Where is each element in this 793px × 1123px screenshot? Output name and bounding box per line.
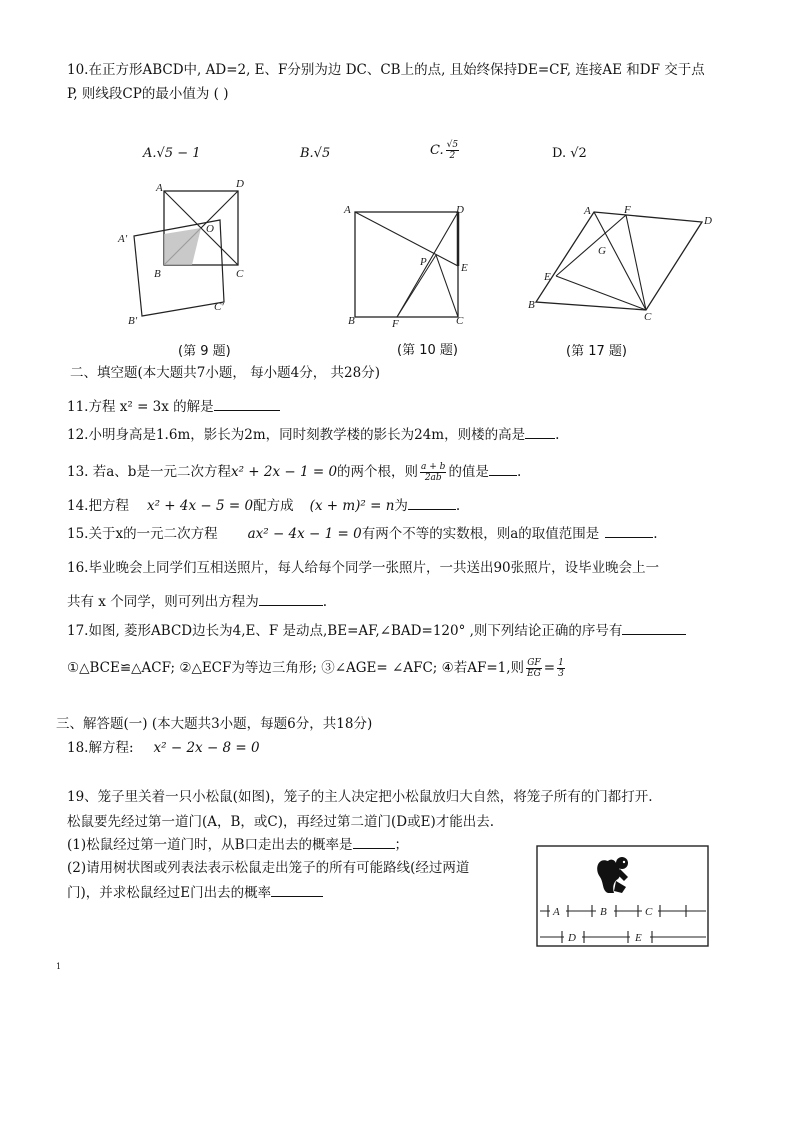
q16-line2: 共有 x 个同学，则可列出方程为 bbox=[67, 594, 259, 610]
q19-line3-wrap bbox=[67, 836, 408, 853]
q16-answer-blank bbox=[259, 593, 323, 606]
cage-door-c: C bbox=[645, 906, 653, 918]
q13-answer-blank bbox=[489, 463, 517, 476]
fig9-label-b-prime: B′ bbox=[128, 315, 138, 327]
fig10-label-a: A bbox=[344, 204, 351, 216]
q17-line2: ①△BCE≌△ACF; ②△ECF为等边三角形; ③∠AGE= ∠AFC; ④若AF=1,则 bbox=[67, 660, 525, 676]
q15-prefix: 15.关于x的一元二次方程 bbox=[67, 526, 218, 542]
figure-10 bbox=[340, 200, 480, 330]
option-d: D. √2 bbox=[552, 146, 587, 161]
fig17-label-g: G bbox=[598, 245, 606, 257]
cage-door-e: E bbox=[635, 932, 642, 944]
q13: 13. 若a、b是一元二次方程x² + 2x − 1 = 0的两个根，则 $\frac{a + b}{2ab}$ 的值是 . bbox=[67, 462, 522, 483]
page-number: 1 bbox=[56, 962, 62, 971]
fig17-label-b: B bbox=[528, 299, 535, 311]
q13-suffix: 的值是 bbox=[448, 464, 489, 480]
fig10-caption: (第 10 题) bbox=[397, 343, 458, 358]
fig9-label-c: C bbox=[236, 268, 244, 280]
q14-equation1: x² + 4x − 5 = 0 bbox=[146, 498, 254, 514]
fig9-caption: (第 9 题) bbox=[178, 344, 231, 359]
option-c-numerator: √5 bbox=[446, 140, 459, 150]
q17-line1: 17.如图, 菱形ABCD边长为4,E、F 是动点,BE=AF,∠BAD=120° ,则下列结论正确的序号有 bbox=[67, 623, 623, 639]
q14-mid: 配方成 bbox=[253, 498, 294, 514]
option-b: B.√5 bbox=[300, 146, 331, 161]
fig17-label-c: C bbox=[644, 311, 652, 322]
option-c-denominator: 2 bbox=[449, 151, 456, 161]
cage-door-b: B bbox=[600, 906, 607, 918]
q19-line4: (2)请用树状图或列表法表示松鼠走出笼子的所有可能路线(经过两道 bbox=[67, 860, 470, 876]
section2-heading: 二、填空题(本大题共7小题， 每小题4分， 共28分) bbox=[70, 365, 380, 381]
fig10-label-p: P bbox=[420, 256, 427, 268]
q15-suffix: 有两个不等的实数根，则a的取值范围是 bbox=[361, 526, 600, 542]
q11 bbox=[67, 398, 280, 415]
q12-text: 12.小明身高是1.6m，影长为2m，同时刻教学楼的影长为24m，则楼的高是 bbox=[67, 427, 526, 443]
q17-frac2-num: 1 bbox=[558, 658, 564, 668]
fig9-label-d: D bbox=[236, 178, 244, 190]
q19-line3-end: ； bbox=[394, 837, 409, 853]
q19-answer-blank-2 bbox=[271, 884, 323, 897]
fig10-label-b: B bbox=[348, 315, 355, 327]
fig10-label-e: E bbox=[461, 262, 468, 274]
fig9-label-o: O bbox=[206, 223, 214, 235]
q17-line2-wrap bbox=[67, 658, 567, 679]
q15: 15.关于x的一元二次方程 ax² − 4x − 1 = 0有两个不等的实数根，则a的取值范围是 . bbox=[67, 526, 658, 542]
q17-eq: = bbox=[543, 660, 556, 676]
figure-9 bbox=[112, 176, 262, 328]
q14-equation2: (x + m)² = n bbox=[309, 498, 395, 514]
cage-door-d: D bbox=[568, 932, 576, 944]
fig17-label-e: E bbox=[544, 271, 551, 283]
squirrel-icon bbox=[597, 857, 628, 893]
q12: 12.小明身高是1.6m，影长为2m，同时刻教学楼的影长为24m，则楼的高是 . bbox=[67, 427, 560, 443]
q19-answer-blank-1 bbox=[353, 836, 395, 849]
fig10-label-d: D bbox=[456, 204, 464, 216]
q17-frac-den: EG bbox=[527, 669, 541, 679]
cage-figure bbox=[536, 845, 710, 949]
fig17-caption: (第 17 题) bbox=[566, 344, 627, 359]
fig17-label-a: A bbox=[584, 205, 591, 217]
option-c bbox=[430, 140, 461, 161]
q18 bbox=[67, 740, 260, 756]
option-c-prefix: C. bbox=[430, 143, 444, 158]
fig10-label-f: F bbox=[392, 318, 399, 330]
q19-line2: 松鼠要先经过第一道门(A，B，或C)，再经过第二道门(D或E)才能出去. bbox=[67, 814, 495, 830]
q19-line5: 门)，并求松鼠经过E门出去的概率 bbox=[67, 885, 272, 901]
q14-answer-blank bbox=[408, 497, 456, 510]
q11-answer-blank bbox=[214, 398, 280, 411]
q19-line1: 19、笼子里关着一只小松鼠(如图)，笼子的主人决定把小松鼠放归大自然，将笼子所有的门都打开. bbox=[67, 789, 653, 805]
fig9-label-c-prime: C′ bbox=[214, 301, 224, 313]
q11-text: 11.方程 x² = 3x 的解是 bbox=[67, 399, 214, 415]
q10-line2: P, 则线段CP的最小值为 ( ) bbox=[67, 86, 229, 102]
q13-mid: 的两个根，则 bbox=[337, 464, 419, 480]
q19-line5-wrap bbox=[67, 884, 323, 901]
q10-line1: 10.在正方形ABCD中, AD=2, E、F分别为边 DC、CB上的点, 且始终保持DE=CF, 连接AE 和DF 交于点 bbox=[67, 62, 705, 78]
option-a: A.√5 − 1 bbox=[143, 146, 201, 161]
q17-answer-blank bbox=[622, 622, 686, 635]
cage-door-a: A bbox=[553, 906, 560, 918]
q14-prefix: 14.把方程 bbox=[67, 498, 129, 514]
figure-17 bbox=[524, 200, 724, 322]
fig9-label-b: B bbox=[154, 268, 161, 280]
q13-equation: x² + 2x − 1 = 0 bbox=[230, 464, 338, 480]
q16-line2-wrap: 共有 x 个同学，则可列出方程为 . bbox=[67, 594, 327, 610]
q19-line3: (1)松鼠经过第一道门时，从B口走出去的概率是 bbox=[67, 837, 353, 853]
fig17-label-d: D bbox=[704, 215, 712, 227]
fig17-label-f: F bbox=[624, 204, 631, 216]
q17-frac2-den: 3 bbox=[558, 669, 564, 679]
q17-line1-wrap bbox=[67, 622, 686, 639]
q17-frac-num: GF bbox=[527, 658, 541, 668]
q14: 14.把方程 x² + 4x − 5 = 0配方成 (x + m)² = n为 . bbox=[67, 498, 461, 514]
q18-equation: x² − 2x − 8 = 0 bbox=[153, 740, 260, 756]
fig9-label-a-prime: A′ bbox=[118, 233, 128, 245]
q15-equation: ax² − 4x − 1 = 0 bbox=[247, 526, 362, 542]
q16-line1: 16.毕业晚会上同学们互相送照片，每人给每个同学一张照片，一共送出90张照片，设毕业晚会上一 bbox=[67, 560, 660, 576]
q12-answer-blank bbox=[525, 426, 555, 439]
q13-prefix: 13. 若a、b是一元二次方程 bbox=[67, 464, 231, 480]
q18-prefix: 18.解方程: bbox=[67, 740, 134, 756]
q15-answer-blank bbox=[605, 525, 653, 538]
fig10-label-c: C bbox=[456, 315, 464, 327]
q14-suffix: 为 bbox=[394, 498, 408, 514]
fig9-label-a: A bbox=[156, 182, 163, 194]
section3-heading: 三、解答题(一) (本大题共3小题，每题6分，共18分) bbox=[56, 716, 373, 732]
q13-frac-den: 2ab bbox=[424, 473, 442, 483]
q13-frac-num: a + b bbox=[421, 462, 446, 472]
